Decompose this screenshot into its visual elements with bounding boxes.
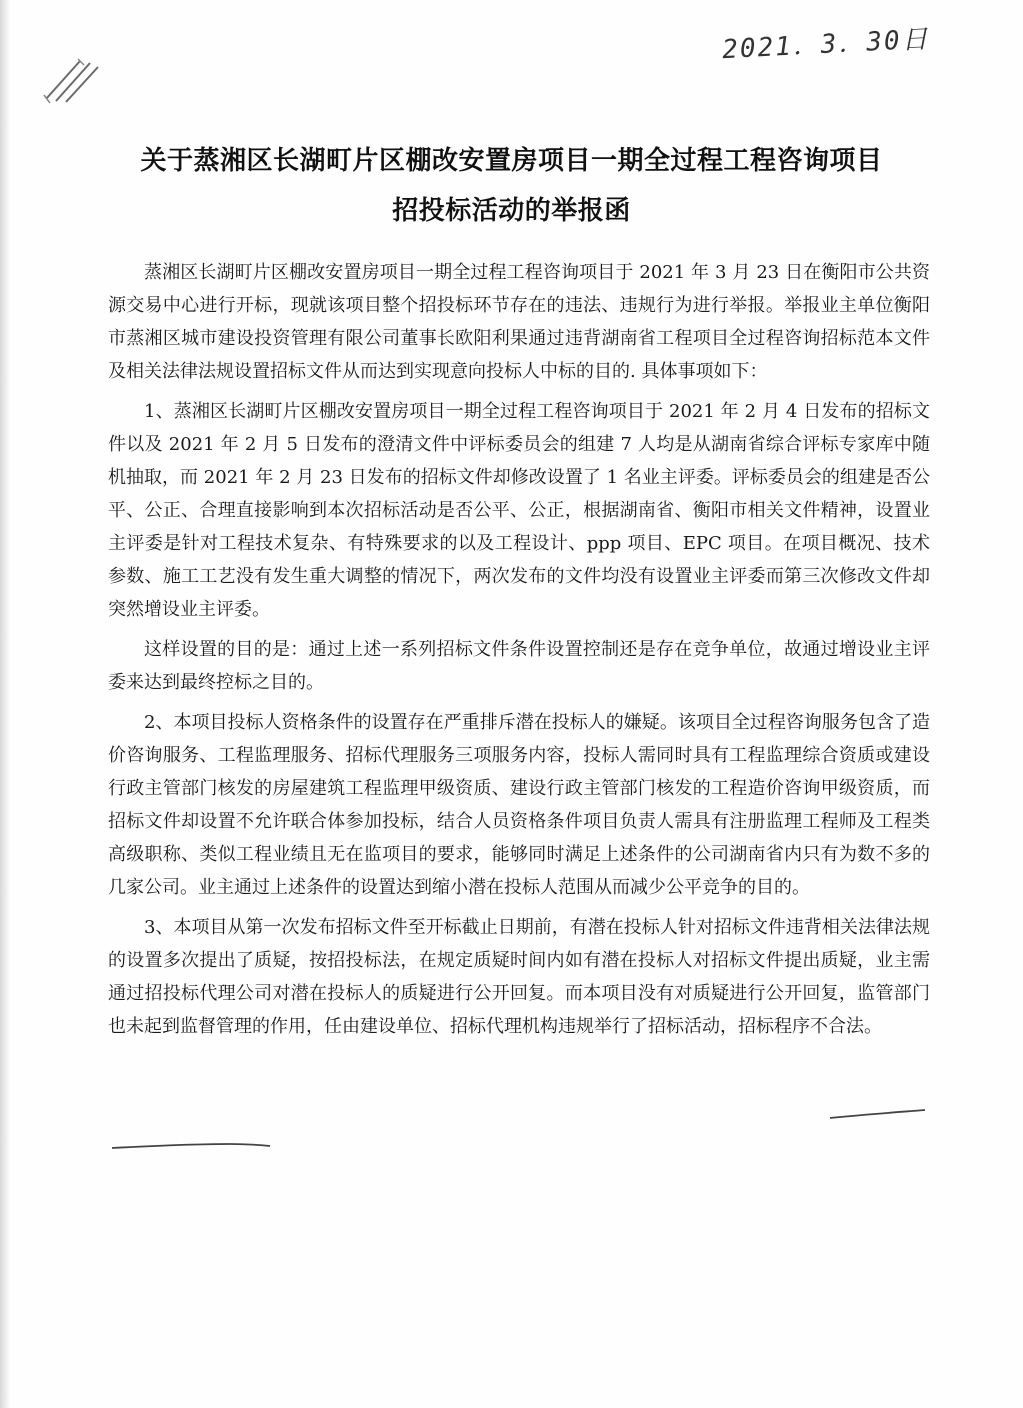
paragraph-item-2: 2、本项目投标人资格条件的设置存在严重排斥潜在投标人的嫌疑。该项目全过程咨询服务包含了造价咨询服务、工程监理服务、招标代理服务三项服务内容，投标人需同时具有工程监理综合资质或建设行政主管部门核发的房屋建筑工程监理甲级资质、建设行政主管部门核发的工程造价咨询甲级资质，而招标文件却设置不允许联合体参加投标，结合人员资格条件项目负责人需具有注册监理工程师及工程类高级职称、类似工程业绩且无在监项目的要求，能够同时满足上述条件的公司湖南省内只有为数不多的几家公司。业主通过上述条件的设置达到缩小潜在投标人范围从而减少公平竞争的目的。 [108,712,930,898]
document-title-line-2: 招投标活动的举报函 [392,196,631,226]
document-title-line-1: 关于蒸湘区长湖町片区棚改安置房项目一期全过程工程咨询项目 [140,146,883,176]
paragraph-item-3: 3、本项目从第一次发布招标文件至开标截止日期前，有潜在投标人针对招标文件违背相关法律法规的设置多次提出了质疑，按招投标法，在规定质疑时间内如有潜在投标人对招标文件提出质疑，业主需通过招投标代理公司对潜在投标人的质疑进行公开回复。而本项目没有对质疑进行公开回复，监管部门也未起到监督管理的作用，任由建设单位、招标代理机构违规举行了招标活动，招标程序不合法。 [108,917,930,1037]
paragraph-purpose: 这样设置的目的是：通过上述一系列招标文件条件设置控制还是存在竞争单位，故通过增设业主评委来达到最终控标之目的。 [108,639,930,693]
handwritten-date: 2021．3．30日 [721,24,931,66]
staple-mark-icon [40,55,110,105]
scan-edge-shadow [0,0,10,1408]
handwritten-underline-mark [110,1100,930,1160]
paragraph-intro: 蒸湘区长湖町片区棚改安置房项目一期全过程工程咨询项目于 2021 年 3 月 23 日在衡阳市公共资源交易中心进行开标，现就该项目整个招投标环节存在的违法、违规行为进行举报。举报业主单位衡阳市蒸湘区城市建设投资管理有限公司董事长欧阳利果通过违背湖南省工程项目全过程咨询招标范本文件及相关法律法规设置招标文件从而达到实现意向投标人中标的目的. 具体事项如下： [108,262,930,382]
paragraph-item-1: 1、蒸湘区长湖町片区棚改安置房项目一期全过程工程咨询项目于 2021 年 2 月 4 日发布的招标文件以及 2021 年 2 月 5 日发布的澄清文件中评标委员会的组建 7 人均是从湖南省综合评标专家库中随机抽取，而 2021 年 2 月 23 日发布的招标文件却修改设置了 1 名业主评委。评标委员会的组建是否公平、公正、合理直接影响到本次招标活动是否公平、公正，根据湖南省、衡阳市相关文件精神，设置业主评委是针对工程技术复杂、有特殊要求的以及工程设计、ppp 项目、EPC 项目。在项目概况、技术参数、施工工艺没有发生重大调整的情况下，两次发布的文件均没有设置业主评委而第三次修改文件却突然增设业主评委。 [108,401,930,620]
document-body [108,256,930,1050]
